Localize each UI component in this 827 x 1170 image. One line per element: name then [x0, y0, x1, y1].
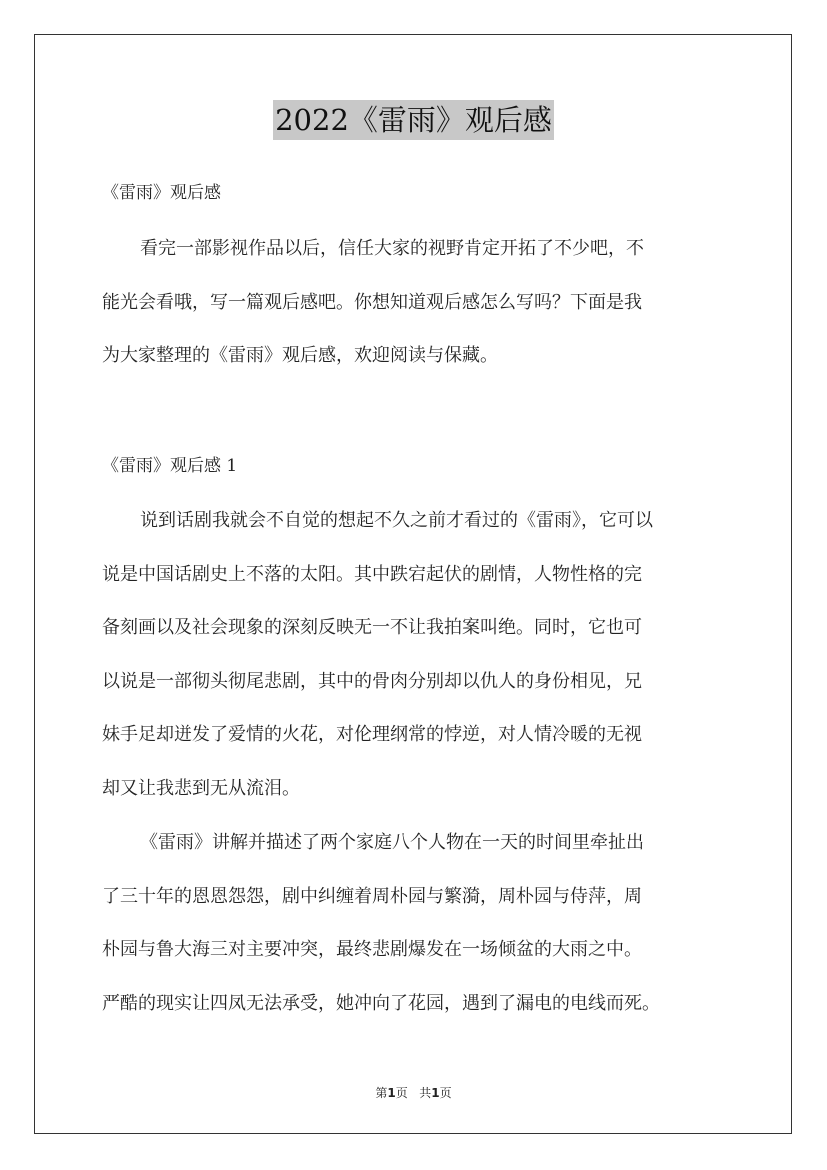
total-prefix: 共: [419, 1086, 432, 1100]
intro-heading: 《雷雨》观后感: [102, 183, 221, 203]
total-pages: 1: [431, 1086, 440, 1100]
paragraph-line: 却又让我悲到无从流泪。: [102, 777, 300, 799]
total-suffix: 页: [439, 1086, 452, 1100]
paragraph-line: 了三十年的恩恩怨怨，剧中纠缠着周朴园与繁漪，周朴园与侍萍，周: [102, 885, 642, 907]
paragraph-line: 《雷雨》讲解并描述了两个家庭八个人物在一天的时间里牵扯出: [140, 832, 644, 853]
title-container: [0, 100, 827, 140]
paragraph-line: 说是中国话剧史上不落的太阳。其中跌宕起伏的剧情，人物性格的完: [102, 563, 642, 585]
paragraph-line: 以说是一部彻头彻尾悲剧，其中的骨肉分别却以仇人的身份相见，兄: [102, 670, 642, 692]
section1-paragraph-2: [102, 816, 728, 1030]
page-suffix: 页: [395, 1086, 408, 1100]
document-title: 2022《雷雨》观后感: [273, 100, 554, 140]
paragraph-line: 朴园与鲁大海三对主要冲突，最终悲剧爆发在一场倾盆的大雨之中。: [102, 939, 642, 960]
section1-heading: 《雷雨》观后感 1: [102, 456, 238, 476]
paragraph-line: 备刻画以及社会现象的深刻反映无一不让我拍案叫绝。同时，它也可: [102, 617, 642, 638]
paragraph-line: 严酷的现实让四凤无法承受，她冲向了花园，遇到了漏电的电线而死。: [102, 992, 660, 1014]
page-number: 1: [387, 1086, 396, 1100]
paragraph-line: 看完一部影视作品以后，信任大家的视野肯定开拓了不少吧，不: [140, 238, 644, 259]
section1-paragraph-1: [102, 494, 728, 815]
paragraph-line: 妹手足却迸发了爱情的火花，对伦理纲常的悖逆，对人情冷暖的无视: [102, 724, 642, 745]
page-prefix: 第: [375, 1086, 388, 1100]
paragraph-line: 能光会看哦，写一篇观后感吧。你想知道观后感怎么写吗？下面是我: [102, 291, 642, 313]
paragraph-line: 为大家整理的《雷雨》观后感，欢迎阅读与保藏。: [102, 345, 498, 366]
paragraph-line: 说到话剧我就会不自觉的想起不久之前才看过的《雷雨》，它可以: [140, 510, 653, 531]
intro-paragraph: [102, 222, 728, 383]
page-footer: [0, 1084, 827, 1101]
